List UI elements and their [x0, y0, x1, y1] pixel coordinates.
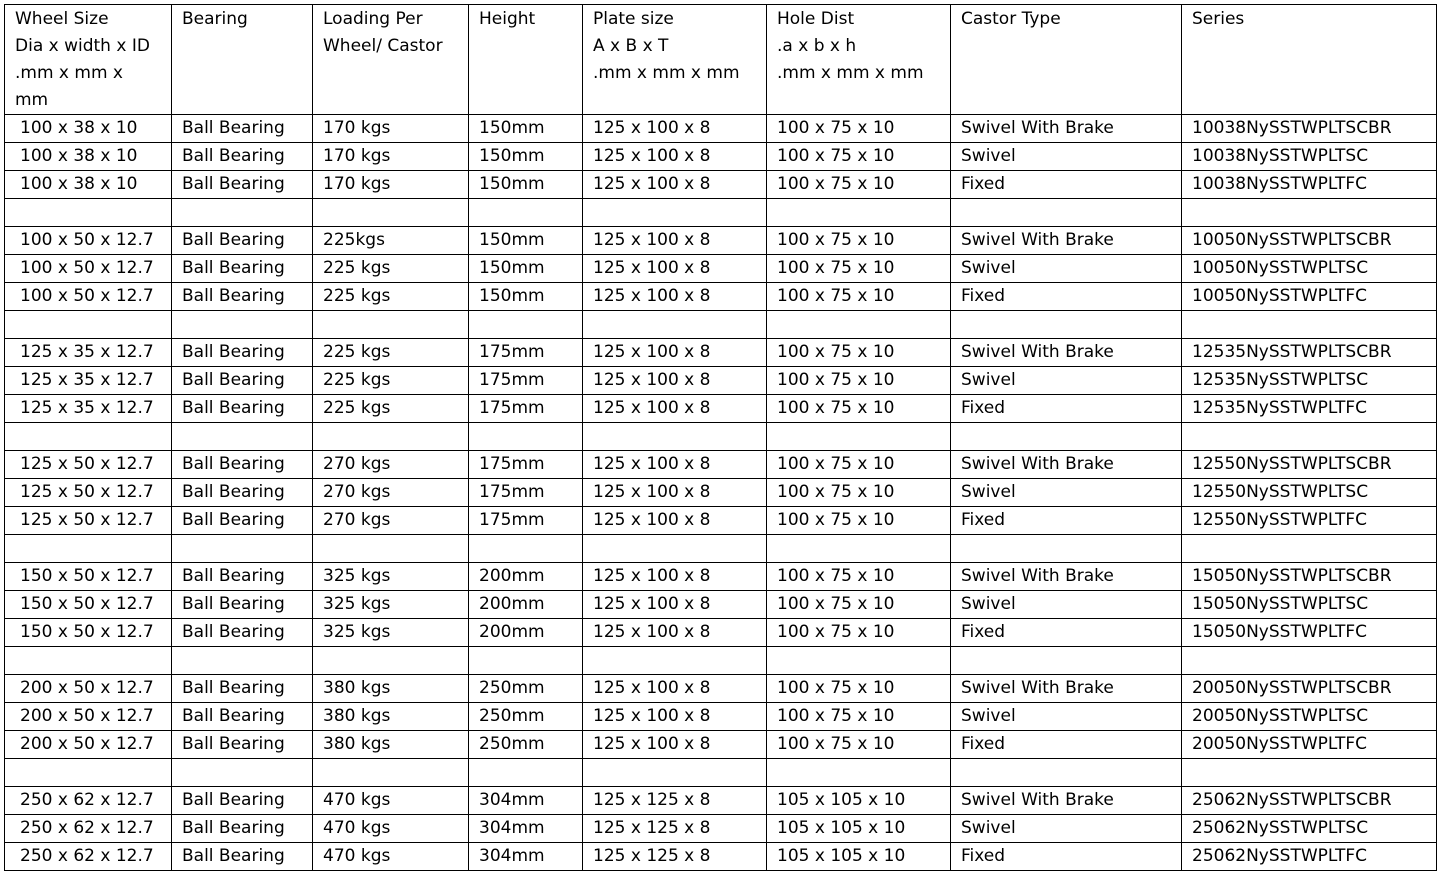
cell-hole-dist: 100 x 75 x 10: [767, 339, 951, 367]
cell-plate-size: [583, 647, 767, 675]
cell-plate-size: 125 x 100 x 8: [583, 591, 767, 619]
table-row: [5, 143, 1437, 171]
cell-wheel-size: 125 x 35 x 12.7: [5, 339, 172, 367]
table-row: [5, 675, 1437, 703]
cell-bearing: [172, 311, 313, 339]
cell-series: 12535NySSTWPLTSCBR: [1182, 339, 1437, 367]
table-row: [5, 507, 1437, 535]
cell-plate-size: 125 x 100 x 8: [583, 395, 767, 423]
cell-bearing: Ball Bearing: [172, 339, 313, 367]
cell-height: [469, 535, 583, 563]
table-row: [5, 591, 1437, 619]
table-row: [5, 619, 1437, 647]
cell-wheel-size: 100 x 38 x 10: [5, 115, 172, 143]
cell-castor-type: Swivel With Brake: [951, 451, 1182, 479]
cell-series: 20050NySSTWPLTSCBR: [1182, 675, 1437, 703]
header-loading: Loading Per Wheel/ Castor: [313, 5, 469, 115]
cell-hole-dist: 100 x 75 x 10: [767, 367, 951, 395]
cell-bearing: Ball Bearing: [172, 171, 313, 199]
cell-loading: 325 kgs: [313, 563, 469, 591]
cell-bearing: Ball Bearing: [172, 675, 313, 703]
table-row: [5, 227, 1437, 255]
cell-bearing: [172, 199, 313, 227]
cell-bearing: Ball Bearing: [172, 563, 313, 591]
cell-wheel-size: 100 x 50 x 12.7: [5, 283, 172, 311]
cell-hole-dist: 100 x 75 x 10: [767, 143, 951, 171]
cell-bearing: Ball Bearing: [172, 619, 313, 647]
header-plate-size: Plate size A x B x T .mm x mm x mm: [583, 5, 767, 115]
cell-castor-type: Fixed: [951, 843, 1182, 871]
cell-hole-dist: 100 x 75 x 10: [767, 507, 951, 535]
cell-hole-dist: [767, 759, 951, 787]
cell-hole-dist: 100 x 75 x 10: [767, 563, 951, 591]
cell-height: 200mm: [469, 619, 583, 647]
cell-wheel-size: 125 x 50 x 12.7: [5, 479, 172, 507]
cell-castor-type: Fixed: [951, 731, 1182, 759]
cell-loading: [313, 199, 469, 227]
cell-loading: 170 kgs: [313, 143, 469, 171]
cell-wheel-size: 150 x 50 x 12.7: [5, 619, 172, 647]
header-wheel-size: Wheel Size Dia x width x ID .mm x mm x mm: [5, 5, 172, 115]
cell-loading: 170 kgs: [313, 171, 469, 199]
table-row: [5, 563, 1437, 591]
cell-hole-dist: [767, 535, 951, 563]
cell-castor-type: Swivel: [951, 255, 1182, 283]
header-height: Height: [469, 5, 583, 115]
cell-height: [469, 199, 583, 227]
table-row-spacer: [5, 423, 1437, 451]
table-row: [5, 171, 1437, 199]
cell-loading: 270 kgs: [313, 479, 469, 507]
cell-hole-dist: 105 x 105 x 10: [767, 787, 951, 815]
cell-loading: 170 kgs: [313, 115, 469, 143]
cell-bearing: Ball Bearing: [172, 227, 313, 255]
cell-loading: 225 kgs: [313, 339, 469, 367]
cell-height: 175mm: [469, 451, 583, 479]
cell-castor-type: Fixed: [951, 171, 1182, 199]
cell-hole-dist: [767, 311, 951, 339]
cell-castor-type: Swivel: [951, 703, 1182, 731]
table-row: [5, 451, 1437, 479]
cell-loading: 470 kgs: [313, 843, 469, 871]
table-row-spacer: [5, 199, 1437, 227]
cell-plate-size: 125 x 125 x 8: [583, 815, 767, 843]
header-bearing: Bearing: [172, 5, 313, 115]
cell-height: 175mm: [469, 395, 583, 423]
cell-wheel-size: 125 x 35 x 12.7: [5, 395, 172, 423]
cell-series: [1182, 423, 1437, 451]
cell-plate-size: 125 x 100 x 8: [583, 171, 767, 199]
cell-castor-type: Swivel: [951, 367, 1182, 395]
cell-castor-type: Swivel With Brake: [951, 227, 1182, 255]
cell-loading: 270 kgs: [313, 507, 469, 535]
cell-castor-type: Swivel With Brake: [951, 115, 1182, 143]
header-hole-dist: Hole Dist .a x b x h .mm x mm x mm: [767, 5, 951, 115]
cell-series: 25062NySSTWPLTSC: [1182, 815, 1437, 843]
cell-hole-dist: 100 x 75 x 10: [767, 703, 951, 731]
cell-plate-size: 125 x 100 x 8: [583, 451, 767, 479]
cell-height: [469, 759, 583, 787]
cell-series: 25062NySSTWPLTFC: [1182, 843, 1437, 871]
cell-height: 175mm: [469, 339, 583, 367]
cell-wheel-size: 250 x 62 x 12.7: [5, 843, 172, 871]
cell-loading: [313, 647, 469, 675]
cell-bearing: Ball Bearing: [172, 591, 313, 619]
cell-series: [1182, 647, 1437, 675]
cell-series: 15050NySSTWPLTSC: [1182, 591, 1437, 619]
cell-height: 150mm: [469, 115, 583, 143]
cell-series: 20050NySSTWPLTFC: [1182, 731, 1437, 759]
cell-hole-dist: 100 x 75 x 10: [767, 395, 951, 423]
cell-series: 20050NySSTWPLTSC: [1182, 703, 1437, 731]
cell-loading: 325 kgs: [313, 619, 469, 647]
cell-castor-type: Swivel: [951, 815, 1182, 843]
cell-height: 200mm: [469, 591, 583, 619]
cell-bearing: Ball Bearing: [172, 703, 313, 731]
cell-series: [1182, 759, 1437, 787]
table-row-spacer: [5, 759, 1437, 787]
cell-bearing: Ball Bearing: [172, 815, 313, 843]
cell-castor-type: [951, 759, 1182, 787]
cell-plate-size: [583, 311, 767, 339]
cell-wheel-size: 150 x 50 x 12.7: [5, 563, 172, 591]
cell-hole-dist: [767, 423, 951, 451]
cell-bearing: Ball Bearing: [172, 479, 313, 507]
cell-castor-type: [951, 535, 1182, 563]
cell-loading: [313, 311, 469, 339]
cell-plate-size: 125 x 100 x 8: [583, 479, 767, 507]
cell-series: 12535NySSTWPLTFC: [1182, 395, 1437, 423]
cell-castor-type: [951, 423, 1182, 451]
cell-series: [1182, 535, 1437, 563]
cell-wheel-size: [5, 311, 172, 339]
cell-hole-dist: 100 x 75 x 10: [767, 619, 951, 647]
cell-plate-size: [583, 199, 767, 227]
cell-series: 12550NySSTWPLTFC: [1182, 507, 1437, 535]
cell-plate-size: 125 x 100 x 8: [583, 255, 767, 283]
castor-spec-table: [4, 4, 1437, 871]
cell-hole-dist: [767, 647, 951, 675]
table-row: [5, 367, 1437, 395]
table-row: [5, 339, 1437, 367]
cell-wheel-size: 125 x 50 x 12.7: [5, 507, 172, 535]
cell-loading: 380 kgs: [313, 703, 469, 731]
cell-hole-dist: 100 x 75 x 10: [767, 731, 951, 759]
table-row-spacer: [5, 535, 1437, 563]
cell-height: [469, 423, 583, 451]
cell-wheel-size: 250 x 62 x 12.7: [5, 787, 172, 815]
cell-bearing: Ball Bearing: [172, 395, 313, 423]
table-row: [5, 703, 1437, 731]
cell-hole-dist: 100 x 75 x 10: [767, 115, 951, 143]
cell-height: 150mm: [469, 255, 583, 283]
cell-wheel-size: 150 x 50 x 12.7: [5, 591, 172, 619]
cell-plate-size: 125 x 125 x 8: [583, 843, 767, 871]
cell-height: [469, 647, 583, 675]
cell-wheel-size: [5, 759, 172, 787]
cell-hole-dist: [767, 199, 951, 227]
cell-bearing: Ball Bearing: [172, 731, 313, 759]
cell-plate-size: 125 x 125 x 8: [583, 787, 767, 815]
cell-plate-size: 125 x 100 x 8: [583, 507, 767, 535]
cell-loading: 470 kgs: [313, 815, 469, 843]
cell-height: 250mm: [469, 675, 583, 703]
cell-series: 10050NySSTWPLTSCBR: [1182, 227, 1437, 255]
cell-plate-size: 125 x 100 x 8: [583, 563, 767, 591]
cell-series: 10038NySSTWPLTSCBR: [1182, 115, 1437, 143]
cell-hole-dist: 100 x 75 x 10: [767, 171, 951, 199]
cell-height: 304mm: [469, 787, 583, 815]
cell-hole-dist: 100 x 75 x 10: [767, 283, 951, 311]
cell-series: 12550NySSTWPLTSC: [1182, 479, 1437, 507]
cell-series: 10050NySSTWPLTSC: [1182, 255, 1437, 283]
cell-castor-type: Swivel With Brake: [951, 787, 1182, 815]
cell-castor-type: Swivel: [951, 591, 1182, 619]
cell-loading: 325 kgs: [313, 591, 469, 619]
cell-loading: 470 kgs: [313, 787, 469, 815]
cell-hole-dist: 105 x 105 x 10: [767, 843, 951, 871]
cell-bearing: [172, 423, 313, 451]
cell-bearing: Ball Bearing: [172, 283, 313, 311]
cell-loading: [313, 423, 469, 451]
cell-series: 10038NySSTWPLTFC: [1182, 171, 1437, 199]
table-row: [5, 255, 1437, 283]
cell-plate-size: 125 x 100 x 8: [583, 703, 767, 731]
cell-plate-size: [583, 423, 767, 451]
cell-plate-size: [583, 759, 767, 787]
cell-castor-type: [951, 311, 1182, 339]
cell-height: 175mm: [469, 507, 583, 535]
cell-height: [469, 311, 583, 339]
table-row: [5, 115, 1437, 143]
cell-wheel-size: 100 x 38 x 10: [5, 171, 172, 199]
table-row: [5, 283, 1437, 311]
cell-loading: 225 kgs: [313, 255, 469, 283]
table-row-spacer: [5, 311, 1437, 339]
cell-hole-dist: 100 x 75 x 10: [767, 255, 951, 283]
cell-castor-type: Fixed: [951, 507, 1182, 535]
cell-bearing: Ball Bearing: [172, 367, 313, 395]
cell-height: 150mm: [469, 283, 583, 311]
cell-loading: 225kgs: [313, 227, 469, 255]
cell-wheel-size: 250 x 62 x 12.7: [5, 815, 172, 843]
cell-bearing: Ball Bearing: [172, 787, 313, 815]
cell-wheel-size: [5, 535, 172, 563]
cell-castor-type: Swivel: [951, 143, 1182, 171]
cell-plate-size: 125 x 100 x 8: [583, 731, 767, 759]
cell-series: 10050NySSTWPLTFC: [1182, 283, 1437, 311]
cell-plate-size: 125 x 100 x 8: [583, 227, 767, 255]
cell-hole-dist: 100 x 75 x 10: [767, 451, 951, 479]
cell-height: 150mm: [469, 143, 583, 171]
header-castor-type: Castor Type: [951, 5, 1182, 115]
cell-height: 200mm: [469, 563, 583, 591]
cell-series: 12535NySSTWPLTSC: [1182, 367, 1437, 395]
cell-bearing: [172, 535, 313, 563]
cell-series: [1182, 311, 1437, 339]
cell-castor-type: Fixed: [951, 395, 1182, 423]
cell-loading: [313, 759, 469, 787]
cell-castor-type: Swivel With Brake: [951, 563, 1182, 591]
table-row: [5, 395, 1437, 423]
cell-loading: 380 kgs: [313, 731, 469, 759]
cell-castor-type: [951, 199, 1182, 227]
cell-series: 12550NySSTWPLTSCBR: [1182, 451, 1437, 479]
cell-castor-type: Swivel With Brake: [951, 339, 1182, 367]
cell-height: 304mm: [469, 815, 583, 843]
cell-bearing: Ball Bearing: [172, 255, 313, 283]
cell-castor-type: Fixed: [951, 283, 1182, 311]
cell-wheel-size: 200 x 50 x 12.7: [5, 675, 172, 703]
cell-castor-type: Fixed: [951, 619, 1182, 647]
cell-hole-dist: 100 x 75 x 10: [767, 675, 951, 703]
cell-height: 150mm: [469, 227, 583, 255]
cell-plate-size: 125 x 100 x 8: [583, 115, 767, 143]
cell-plate-size: 125 x 100 x 8: [583, 675, 767, 703]
cell-bearing: Ball Bearing: [172, 507, 313, 535]
cell-wheel-size: [5, 423, 172, 451]
cell-bearing: Ball Bearing: [172, 143, 313, 171]
cell-height: 250mm: [469, 703, 583, 731]
cell-wheel-size: [5, 199, 172, 227]
cell-castor-type: Swivel With Brake: [951, 675, 1182, 703]
table-row: [5, 731, 1437, 759]
cell-loading: 225 kgs: [313, 367, 469, 395]
cell-loading: 225 kgs: [313, 395, 469, 423]
cell-height: 250mm: [469, 731, 583, 759]
cell-wheel-size: 200 x 50 x 12.7: [5, 703, 172, 731]
cell-series: 10038NySSTWPLTSC: [1182, 143, 1437, 171]
cell-height: 175mm: [469, 367, 583, 395]
cell-wheel-size: 100 x 38 x 10: [5, 143, 172, 171]
cell-wheel-size: [5, 647, 172, 675]
cell-loading: [313, 535, 469, 563]
cell-series: 25062NySSTWPLTSCBR: [1182, 787, 1437, 815]
table-row-spacer: [5, 647, 1437, 675]
cell-plate-size: 125 x 100 x 8: [583, 367, 767, 395]
cell-height: 175mm: [469, 479, 583, 507]
cell-plate-size: 125 x 100 x 8: [583, 339, 767, 367]
cell-wheel-size: 100 x 50 x 12.7: [5, 255, 172, 283]
header-row: [5, 5, 1437, 115]
cell-hole-dist: 105 x 105 x 10: [767, 815, 951, 843]
cell-hole-dist: 100 x 75 x 10: [767, 227, 951, 255]
cell-height: 304mm: [469, 843, 583, 871]
cell-loading: 380 kgs: [313, 675, 469, 703]
cell-plate-size: 125 x 100 x 8: [583, 619, 767, 647]
cell-hole-dist: 100 x 75 x 10: [767, 479, 951, 507]
cell-bearing: [172, 647, 313, 675]
cell-wheel-size: 200 x 50 x 12.7: [5, 731, 172, 759]
cell-bearing: Ball Bearing: [172, 451, 313, 479]
cell-wheel-size: 125 x 50 x 12.7: [5, 451, 172, 479]
cell-series: [1182, 199, 1437, 227]
cell-wheel-size: 125 x 35 x 12.7: [5, 367, 172, 395]
cell-loading: 270 kgs: [313, 451, 469, 479]
cell-height: 150mm: [469, 171, 583, 199]
cell-wheel-size: 100 x 50 x 12.7: [5, 227, 172, 255]
cell-bearing: Ball Bearing: [172, 115, 313, 143]
table-row: [5, 843, 1437, 871]
table-row: [5, 479, 1437, 507]
cell-bearing: Ball Bearing: [172, 843, 313, 871]
cell-bearing: [172, 759, 313, 787]
table-row: [5, 815, 1437, 843]
cell-series: 15050NySSTWPLTSCBR: [1182, 563, 1437, 591]
cell-castor-type: [951, 647, 1182, 675]
cell-plate-size: 125 x 100 x 8: [583, 283, 767, 311]
header-series: Series: [1182, 5, 1437, 115]
table-body: [5, 115, 1437, 871]
cell-plate-size: [583, 535, 767, 563]
cell-castor-type: Swivel: [951, 479, 1182, 507]
cell-loading: 225 kgs: [313, 283, 469, 311]
cell-hole-dist: 100 x 75 x 10: [767, 591, 951, 619]
cell-plate-size: 125 x 100 x 8: [583, 143, 767, 171]
table-row: [5, 787, 1437, 815]
cell-series: 15050NySSTWPLTFC: [1182, 619, 1437, 647]
